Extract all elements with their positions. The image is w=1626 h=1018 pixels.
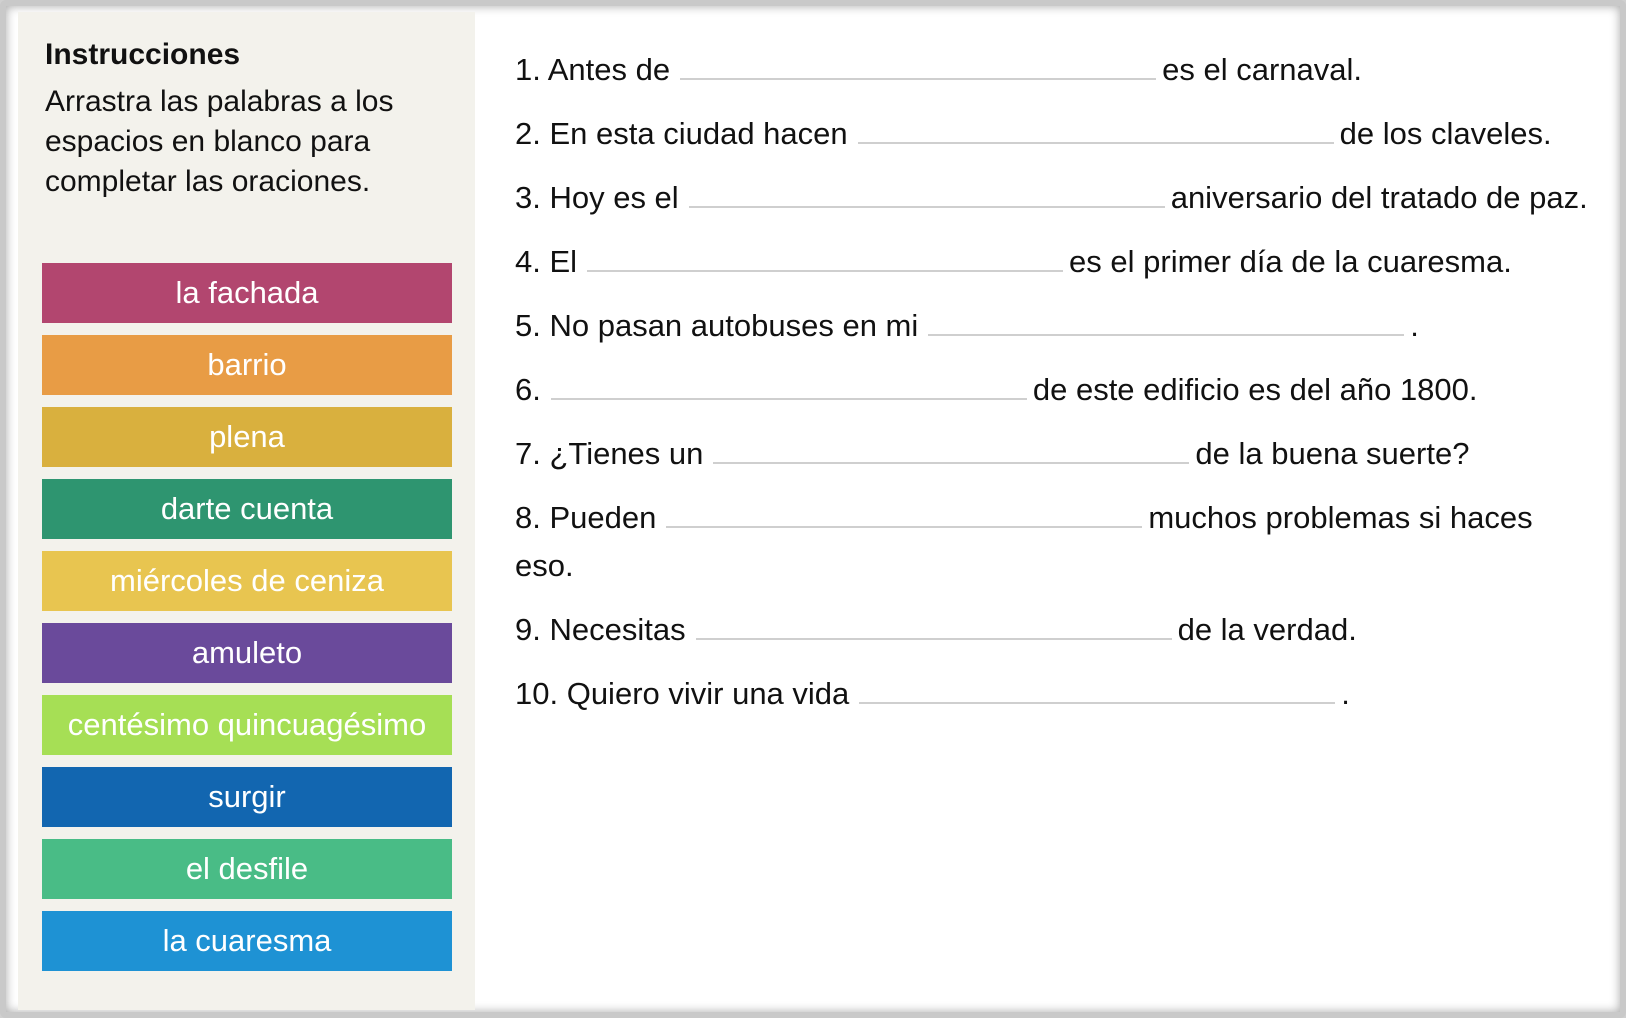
- sentence-text-before: 1. Antes de: [515, 52, 671, 87]
- sentence-text-before: 9. Necesitas: [515, 612, 686, 647]
- sentence-10: [515, 670, 1595, 718]
- sentence-text-before: 2. En esta ciudad hacen: [515, 116, 848, 151]
- word-tile[interactable]: miércoles de ceniza: [42, 551, 452, 611]
- word-tile[interactable]: centésimo quincuagésimo: [42, 695, 452, 755]
- drop-zone-3[interactable]: [689, 176, 1165, 208]
- sentence-text-before: 4. El: [515, 244, 578, 279]
- drop-zone-9[interactable]: [696, 608, 1172, 640]
- sentence-text-after: de los claveles.: [1339, 116, 1552, 151]
- word-tile[interactable]: darte cuenta: [42, 479, 452, 539]
- sentence-text-after: es el primer día de la cuaresma.: [1069, 244, 1512, 279]
- sentence-text-after: de la buena suerte?: [1195, 436, 1470, 471]
- sentence-2: [515, 110, 1595, 158]
- sentence-5: [515, 302, 1595, 350]
- word-tile[interactable]: barrio: [42, 335, 452, 395]
- sentence-8: [515, 494, 1595, 590]
- sentence-6: [515, 366, 1595, 414]
- sentence-text-before: 7. ¿Tienes un: [515, 436, 704, 471]
- sentence-text-before: 10. Quiero vivir una vida: [515, 676, 850, 711]
- drop-zone-4[interactable]: [587, 240, 1063, 272]
- word-tile[interactable]: surgir: [42, 767, 452, 827]
- drop-zone-6[interactable]: [551, 368, 1027, 400]
- word-tile[interactable]: la fachada: [42, 263, 452, 323]
- word-bank: [42, 263, 452, 983]
- word-bank-panel: [18, 12, 475, 1010]
- sentence-4: [515, 238, 1595, 286]
- sentence-1: [515, 46, 1595, 94]
- word-tile[interactable]: plena: [42, 407, 452, 467]
- instructions-title: Instrucciones: [45, 38, 241, 71]
- sentence-text-after: de la verdad.: [1177, 612, 1357, 647]
- drop-zone-8[interactable]: [666, 496, 1142, 528]
- word-tile[interactable]: la cuaresma: [42, 911, 452, 971]
- instructions-text: Arrastra las palabras a los espacios en blanco para completar las oraciones.: [45, 85, 394, 198]
- sentence-text-after: .: [1410, 308, 1419, 343]
- sentence-text-after: aniversario del tratado de paz.: [1170, 180, 1588, 215]
- sentence-text-before: 6.: [515, 372, 541, 407]
- sentence-text-after: de este edificio es del año 1800.: [1032, 372, 1478, 407]
- sentence-7: [515, 430, 1595, 478]
- word-tile[interactable]: el desfile: [42, 839, 452, 899]
- drop-zone-7[interactable]: [713, 432, 1189, 464]
- sentence-text-before: 5. No pasan autobuses en mi: [515, 308, 919, 343]
- sentence-9: [515, 606, 1595, 654]
- drop-zone-5[interactable]: [928, 304, 1404, 336]
- sentence-3: [515, 174, 1595, 222]
- drop-zone-10[interactable]: [859, 672, 1335, 704]
- sentences-area: [515, 46, 1595, 734]
- sentence-text-before: 3. Hoy es el: [515, 180, 679, 215]
- drop-zone-2[interactable]: [858, 112, 1334, 144]
- word-tile[interactable]: amuleto: [42, 623, 452, 683]
- sentence-text-after: muchos problemas si haces eso.: [515, 500, 1533, 583]
- sentence-text-after: es el carnaval.: [1162, 52, 1363, 87]
- sentence-text-after: .: [1341, 676, 1350, 711]
- sentence-text-before: 8. Pueden: [515, 500, 657, 535]
- drop-zone-1[interactable]: [680, 48, 1156, 80]
